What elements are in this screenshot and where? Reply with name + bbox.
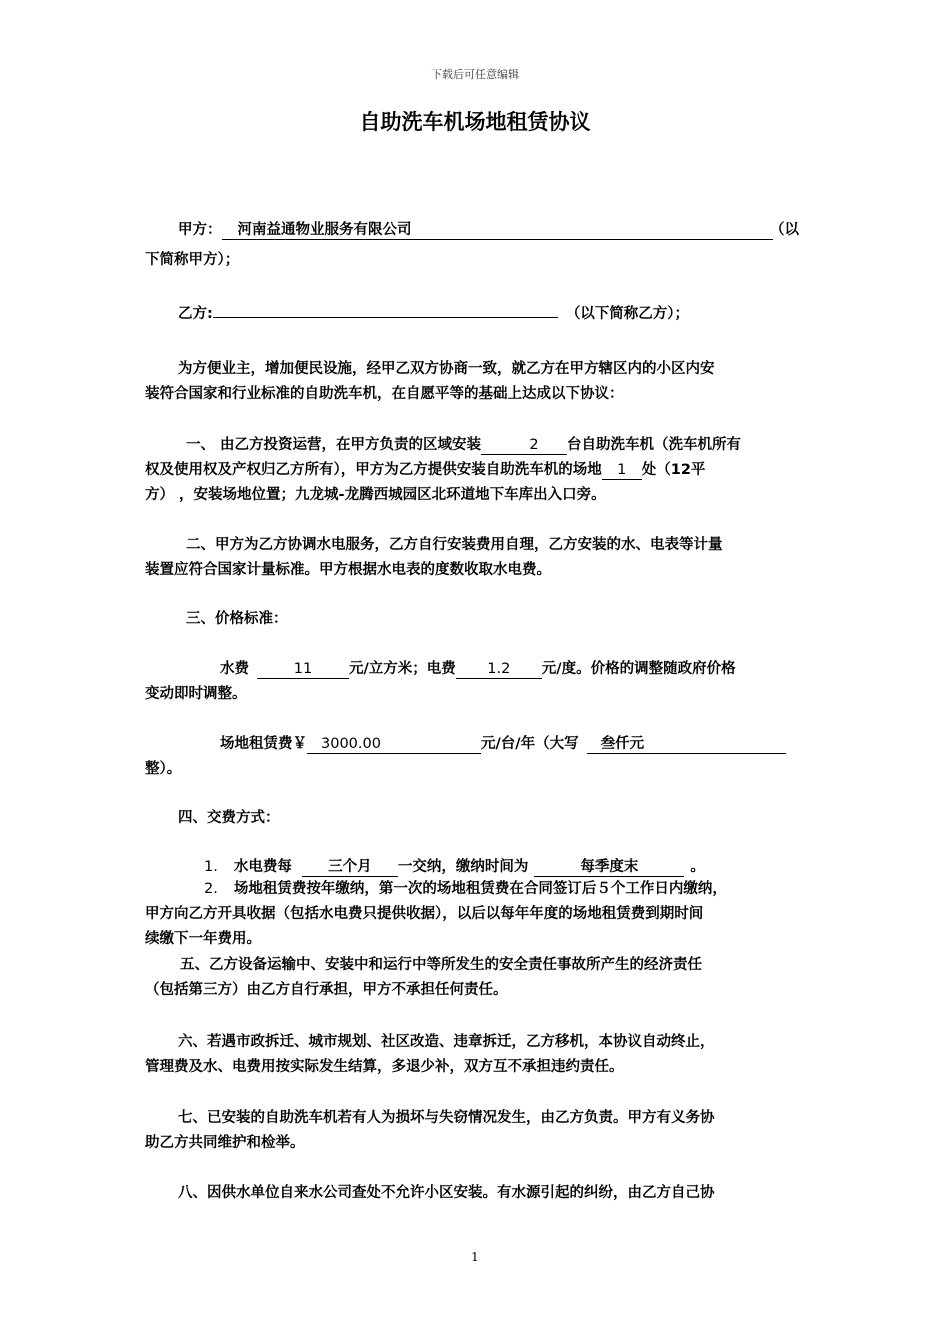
rent-amount-words: 叁仟元 xyxy=(587,735,786,754)
party-a-suffix: （以 xyxy=(770,222,799,238)
clause-1-line-2 xyxy=(145,458,705,482)
clause-3-line-2: 变动即时调整。 xyxy=(145,686,247,702)
page-number: 1 xyxy=(471,1250,479,1264)
clause-1-text-b: 台自助洗车机（洗车机所有 xyxy=(567,437,742,453)
party-a-label: 甲方： xyxy=(178,222,222,238)
electricity-price: 1.2 xyxy=(456,660,542,679)
clause-2-line-1: 二、甲方为乙方协调水电服务，乙方自行安装费用自理，乙方安装的水、电表等计量 xyxy=(186,537,723,553)
electricity-unit: 元/度。价格的调整随政府价格 xyxy=(541,661,736,677)
water-label: 水费 xyxy=(220,661,249,677)
party-b-name-blank xyxy=(213,317,558,318)
item-1-text-b: 一交纳，缴纳时间为 xyxy=(397,859,529,875)
clause-4-item-1 xyxy=(204,855,705,879)
party-a-line xyxy=(178,218,773,242)
item-2-number: 2. xyxy=(204,881,218,897)
party-b-line xyxy=(178,302,689,326)
rent-unit: 元/台/年（大写 xyxy=(481,736,579,752)
page-title: 自助洗车机场地租赁协议 xyxy=(359,110,591,134)
intro-line-1: 为方便业主，增加便民设施，经甲乙双方协商一致，就乙方在甲方辖区内的小区内安 xyxy=(178,361,715,377)
party-a-name: 河南益通物业服务有限公司 xyxy=(222,221,773,240)
item-1-period: 三个月 xyxy=(302,858,398,877)
clause-6-line-1: 六、若遇市政拆迁、城市规划、社区改造、违章拆迁，乙方移机，本协议自动终止， xyxy=(178,1034,715,1050)
clause-5-line-1: 五、乙方设备运输中、安装中和运行中等所发生的安全责任事故所产生的经济责任 xyxy=(180,957,702,973)
rent-label: 场地租赁费￥ xyxy=(220,736,307,752)
clause-8-line-1: 八、因供水单位自来水公司查处不允许小区安装。有水源引起的纠纷，由乙方自己协 xyxy=(178,1185,715,1201)
clause-1-text-a: 一、 由乙方投资运营，在甲方负责的区域安装 xyxy=(186,437,482,453)
clause-1-line-1 xyxy=(186,433,741,457)
party-a-suffix-2: 下简称甲方）； xyxy=(145,252,240,268)
clause-1-sites: 1 xyxy=(602,461,642,480)
clause-5-line-2: （包括第三方）由乙方自行承担，甲方不承担任何责任。 xyxy=(145,982,508,998)
party-b-suffix: （以下简称乙方）； xyxy=(565,306,690,322)
clause-1-count: 2 xyxy=(481,436,567,455)
clause-1-text-d: 处（12平 xyxy=(641,462,706,478)
clause-3-rent-end: 整）。 xyxy=(145,761,182,777)
water-price: 11 xyxy=(257,660,349,679)
clause-1-line-3: 方） ，安装场地位置；九龙城-龙腾西城园区北环道地下车库出入口旁。 xyxy=(145,487,606,503)
clause-3-price-line xyxy=(220,657,736,681)
item-1-number: 1. xyxy=(204,859,218,875)
party-b-label: 乙方: xyxy=(178,306,213,322)
intro-line-2: 装符合国家和行业标准的自助洗车机，在自愿平等的基础上达成以下协议： xyxy=(145,386,624,402)
clause-2-line-2: 装置应符合国家计量标准。甲方根据水电表的度数收取水电费。 xyxy=(145,562,551,578)
clause-3-heading: 三、价格标准： xyxy=(186,611,288,627)
item-2-text: 场地租赁费按年缴纳，第一次的场地租赁费在合同签订后５个工作日内缴纳， xyxy=(233,881,727,897)
rent-amount: 3000.00 xyxy=(307,735,481,754)
clause-7-line-1: 七、已安装的自助洗车机若有人为损坏与失窃情况发生，由乙方负责。甲方有义务协 xyxy=(178,1110,715,1126)
item-1-end: 。 xyxy=(690,859,705,875)
item-1-text-a: 水电费每 xyxy=(233,859,292,875)
clause-4-heading: 四、交费方式： xyxy=(178,810,280,826)
header-note: 下载后可任意编辑 xyxy=(431,68,519,81)
clause-7-line-2: 助乙方共同维护和检举。 xyxy=(145,1135,305,1151)
clause-3-rent-line xyxy=(220,732,786,756)
water-unit: 元/立方米；电费 xyxy=(349,661,456,677)
clause-4-item-2-line-2: 甲方向乙方开具收据（包括水电费只提供收据），以后以每年年度的场地租赁费到期时间 xyxy=(145,906,704,922)
clause-6-line-2: 管理费及水、电费用按实际发生结算，多退少补，双方互不承担违约责任。 xyxy=(145,1059,624,1075)
clause-1-text-c: 权及使用权及产权归乙方所有），甲方为乙方提供安装自助洗车机的场地 xyxy=(145,462,602,478)
clause-4-item-2-line-1 xyxy=(204,877,727,901)
item-1-time: 每季度末 xyxy=(534,858,684,877)
clause-4-item-2-line-3: 续缴下一年费用。 xyxy=(145,931,261,947)
